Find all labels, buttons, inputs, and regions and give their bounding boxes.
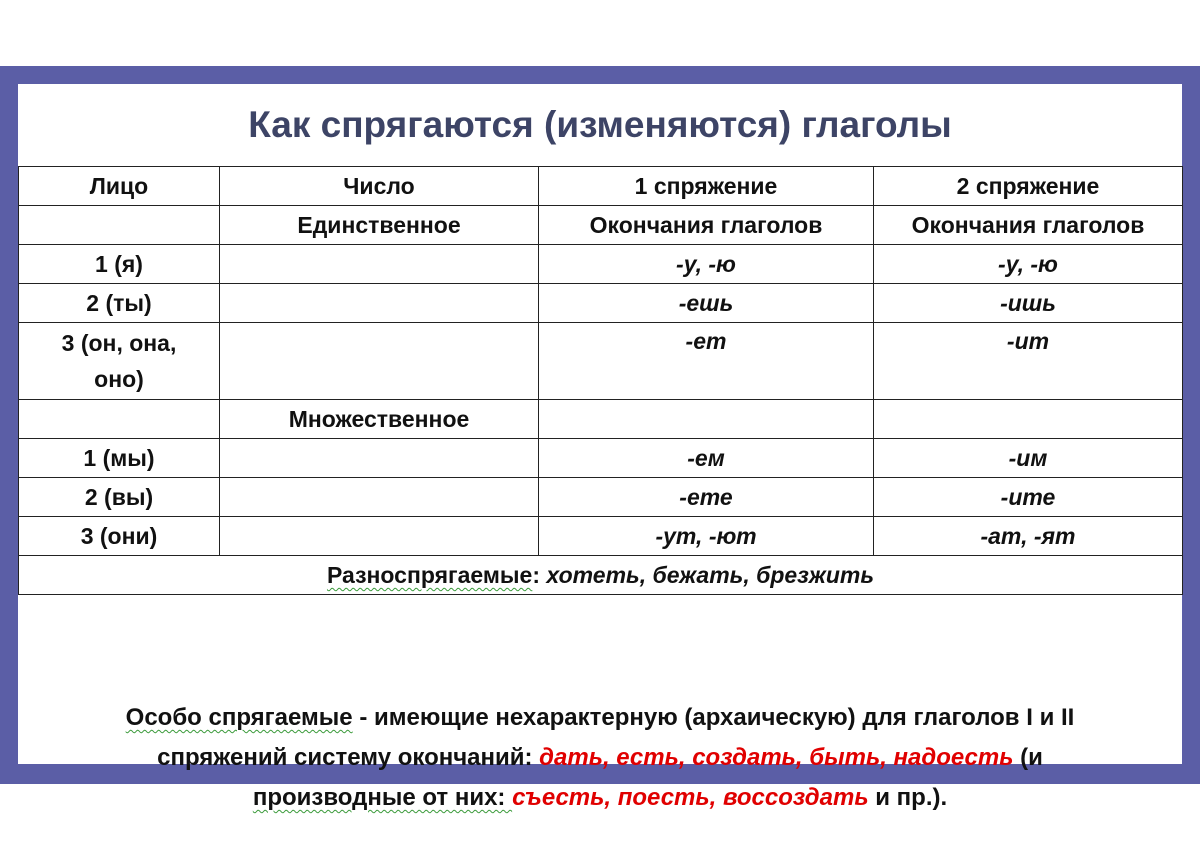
ending-conj1: -ете	[539, 478, 874, 517]
empty-cell	[19, 400, 220, 439]
header-row	[19, 167, 1183, 206]
irregular-cell	[19, 556, 1183, 595]
header-conj1: 1 спряжение	[539, 167, 874, 206]
ending-conj1: -ем	[539, 439, 874, 478]
irregular-colon: :	[532, 562, 540, 588]
person-cell: 1 (мы)	[19, 439, 220, 478]
note-line-1	[18, 698, 1182, 738]
ending-conj2: -им	[874, 439, 1183, 478]
ending-conj1: -ет	[539, 323, 874, 400]
content-panel	[18, 84, 1182, 811]
table-row	[19, 323, 1183, 400]
header-number: Число	[220, 167, 539, 206]
singular-label: Единственное	[220, 206, 539, 245]
empty-cell	[874, 400, 1183, 439]
empty-cell	[539, 400, 874, 439]
empty-cell	[19, 206, 220, 245]
line2-tail: (и	[1013, 744, 1043, 771]
endings-label-1: Окончания глаголов	[539, 206, 874, 245]
empty-cell	[220, 478, 539, 517]
special-verbs-note	[18, 698, 1182, 818]
header-person: Лицо	[19, 167, 220, 206]
person-cell	[19, 323, 220, 400]
line3-tail: и пр.).	[868, 784, 948, 811]
irregular-label: Разноспрягаемые	[326, 562, 533, 588]
ending-conj2: -у, -ю	[874, 245, 1183, 284]
ending-conj2: -ат, -ят	[874, 517, 1183, 556]
line2-text: спряжений систему окончаний:	[157, 744, 540, 771]
person-cell: 2 (ты)	[19, 284, 220, 323]
table-row	[19, 439, 1183, 478]
empty-cell	[220, 284, 539, 323]
empty-cell	[220, 517, 539, 556]
empty-cell	[220, 439, 539, 478]
plural-label: Множественное	[220, 400, 539, 439]
special-label: Особо спрягаемые	[125, 704, 353, 731]
derived-examples: съесть, поесть, воссоздать	[512, 784, 869, 811]
irregular-row	[19, 556, 1183, 595]
ending-conj1: -у, -ю	[539, 245, 874, 284]
person-line-2: оно)	[94, 366, 144, 392]
ending-conj2: -ите	[874, 478, 1183, 517]
conjugation-table	[18, 166, 1183, 595]
table-row	[19, 478, 1183, 517]
subheader-row	[19, 206, 1183, 245]
person-cell: 2 (вы)	[19, 478, 220, 517]
table-row	[19, 245, 1183, 284]
empty-cell	[220, 245, 539, 284]
plural-header-row	[19, 400, 1183, 439]
ending-conj1: -ут, -ют	[539, 517, 874, 556]
table-row	[19, 517, 1183, 556]
special-description: - имеющие нехарактерную (архаическую) для глаголов I и II	[352, 704, 1075, 731]
ending-conj2: -ишь	[874, 284, 1183, 323]
note-line-3	[18, 778, 1182, 818]
page-title: Как спрягаются (изменяются) глаголы	[248, 104, 952, 145]
note-line-2	[18, 738, 1182, 778]
person-cell: 3 (они)	[19, 517, 220, 556]
ending-conj2: -ит	[874, 323, 1183, 400]
irregular-examples: хотеть, бежать, брезжить	[546, 562, 875, 588]
endings-label-2: Окончания глаголов	[874, 206, 1183, 245]
table-row	[19, 284, 1183, 323]
special-examples: дать, есть, создать, быть, надоесть	[539, 744, 1014, 771]
person-line-1: 3 (он, она,	[61, 330, 177, 356]
person-cell: 1 (я)	[19, 245, 220, 284]
empty-cell	[220, 323, 539, 400]
header-conj2: 2 спряжение	[874, 167, 1183, 206]
line3-text: производные от них:	[252, 784, 513, 811]
ending-conj1: -ешь	[539, 284, 874, 323]
